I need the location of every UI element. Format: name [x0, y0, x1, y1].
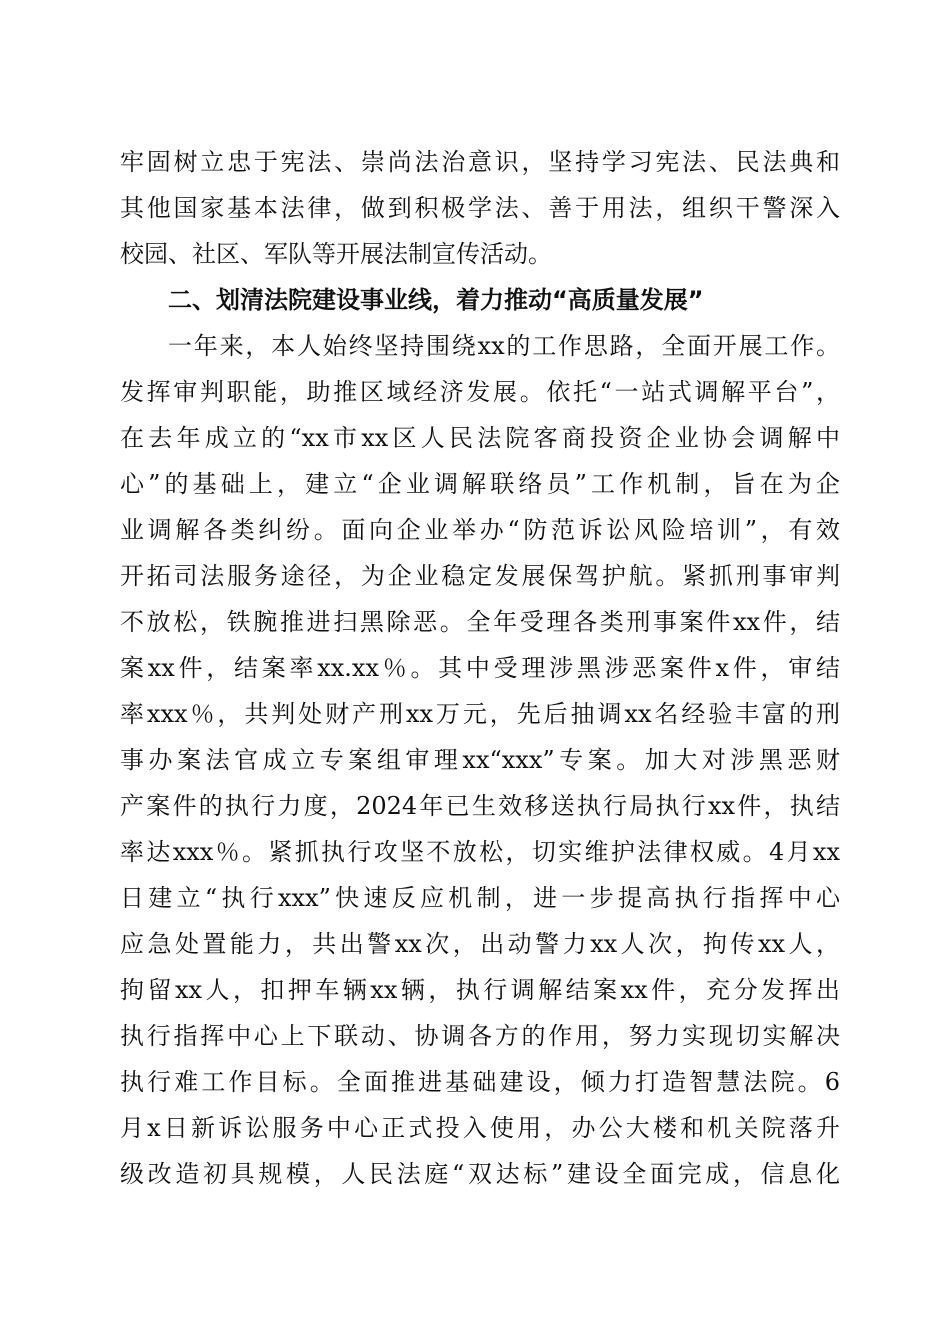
paragraph-1-line-1: 牢固树立忠于宪法、崇尚法治意识，坚持学习宪法、民法典和 [120, 148, 840, 176]
paragraph-2-line-8: 案xx件，结案率xx.xx％。其中受理涉黑涉恶案件x件，审结 [120, 654, 840, 682]
paragraph-1-line-2: 其他国家基本法律，做到积极学法、善于用法，组织干警深入 [120, 194, 840, 222]
paragraph-2-line-11: 产案件的执行力度，2024年已生效移送执行局执行xx件，执结 [120, 792, 840, 820]
paragraph-2-line-4: 心”的基础上，建立“企业调解联络员”工作机制，旨在为企 [120, 470, 840, 498]
paragraph-2-line-15: 拘留xx人，扣押车辆xx辆，执行调解结案xx件，充分发挥出 [120, 976, 840, 1004]
paragraph-2-line-12: 率达xxx％。紧抓执行攻坚不放松，切实维护法律权威。4月xx [120, 838, 840, 866]
paragraph-2-line-19: 级改造初具规模，人民法庭“双达标”建设全面完成，信息化 [120, 1160, 840, 1188]
paragraph-2-line-6: 开拓司法服务途径，为企业稳定发展保驾护航。紧抓刑事审判 [120, 562, 840, 590]
paragraph-2-line-16: 执行指挥中心上下联动、协调各方的作用，努力实现切实解决 [120, 1022, 840, 1050]
paragraph-2-line-7: 不放松，铁腕推进扫黑除恶。全年受理各类刑事案件xx件，结 [120, 608, 840, 636]
paragraph-2-line-1: 一年来，本人始终坚持围绕xx的工作思路，全面开展工作。 [168, 332, 840, 360]
paragraph-2-line-14: 应急处置能力，共出警xx次，出动警力xx人次，拘传xx人， [120, 930, 840, 958]
paragraph-2-line-17: 执行难工作目标。全面推进基础建设，倾力打造智慧法院。6 [120, 1068, 840, 1096]
paragraph-2-line-9: 率xxx％，共判处财产刑xx万元，先后抽调xx名经验丰富的刑 [120, 700, 840, 728]
paragraph-2-line-13: 日建立“执行xxx”快速反应机制，进一步提高执行指挥中心 [120, 884, 840, 912]
paragraph-2-line-3: 在去年成立的“xx市xx区人民法院客商投资企业协会调解中 [120, 424, 840, 452]
paragraph-2-line-5: 业调解各类纠纷。面向企业举办“防范诉讼风险培训”，有效 [120, 516, 840, 544]
paragraph-1-line-3: 校园、社区、军队等开展法制宣传活动。 [120, 240, 552, 268]
paragraph-2-line-2: 发挥审判职能，助推区域经济发展。依托“一站式调解平台”， [120, 378, 840, 406]
section-2-heading: 二、划清法院建设事业线，着力推动“高质量发展” [168, 286, 704, 314]
paragraph-2-line-10: 事办案法官成立专案组审理xx“xxx”专案。加大对涉黑恶财 [120, 746, 840, 774]
paragraph-2-line-18: 月x日新诉讼服务中心正式投入使用，办公大楼和机关院落升 [120, 1114, 840, 1142]
